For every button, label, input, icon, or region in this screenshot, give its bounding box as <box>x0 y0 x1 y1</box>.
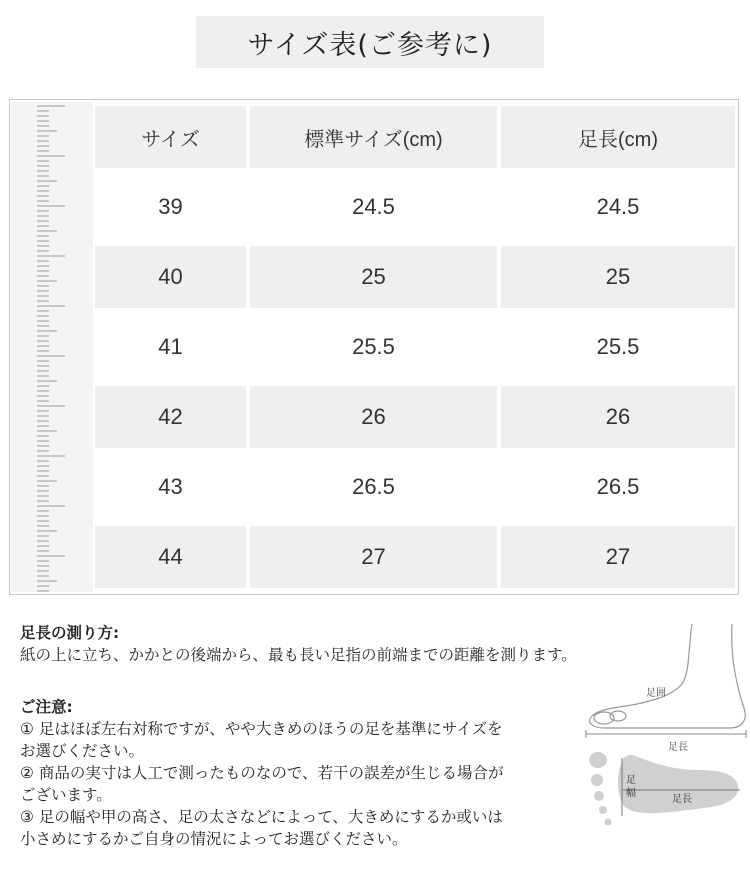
notes-section <box>20 696 504 850</box>
size-table <box>9 99 739 595</box>
table-cell: 26.5 <box>596 474 640 499</box>
table-cell: 40 <box>95 246 246 308</box>
measure-text: 紙の上に立ち、かかとの後端から、最も長い足指の前端までの距離を測ります。 <box>20 646 577 664</box>
table-cell: 39 <box>158 194 183 219</box>
page-title: サイズ表(ご参考に) <box>196 16 544 68</box>
foot-girth-label: 足囲 <box>646 688 666 699</box>
foot-sole-icon <box>589 752 740 826</box>
note-line-6: 小さめにするかご自身の情況によってお選びください。 <box>20 830 408 848</box>
table-cell: 25.5 <box>596 334 640 359</box>
foot-diagram <box>580 620 750 830</box>
note-line-1: ① 足はほぼ左右対称ですが、やや大きめのほうの足を基準にサイズを <box>20 720 503 738</box>
note-line-2: お選びください。 <box>20 742 145 760</box>
table-cell: 26.5 <box>352 474 395 499</box>
table-cell: 43 <box>158 474 183 499</box>
notes-heading: ご注意: <box>20 698 73 716</box>
table-cell: 27 <box>250 526 497 588</box>
table-header-cell: サイズ <box>95 106 246 168</box>
foot-side-icon <box>590 624 746 728</box>
foot-width-label-1: 足 <box>626 775 636 786</box>
table-cell: 24.5 <box>596 194 640 219</box>
table-cell: 26 <box>501 386 735 448</box>
foot-width-label-2: 幅 <box>626 788 636 799</box>
table-cell: 42 <box>95 386 246 448</box>
table-cell: 25 <box>250 246 497 308</box>
table-cell: 44 <box>95 526 246 588</box>
note-line-3: ② 商品の実寸は人工で測ったものなので、若干の誤差が生じる場合が <box>20 764 504 782</box>
table-cell: 24.5 <box>352 194 395 219</box>
note-line-5: ③ 足の幅や甲の高さ、足の太さなどによって、大きめにするか或いは <box>20 808 503 826</box>
table-cell: 41 <box>158 334 183 359</box>
foot-length-sole-label: 足長 <box>672 794 692 805</box>
table-cell: 27 <box>501 526 735 588</box>
measure-heading: 足長の測り方: <box>20 624 120 642</box>
table-header-cell: 足長(cm) <box>501 106 735 168</box>
table-cell: 25 <box>501 246 735 308</box>
table-cell: 26 <box>250 386 497 448</box>
note-line-4: ございます。 <box>20 786 112 804</box>
measure-section <box>20 622 577 666</box>
table-header-cell: 標準サイズ(cm) <box>250 106 497 168</box>
ruler-icon <box>11 102 93 592</box>
table-cell: 25.5 <box>352 334 395 359</box>
foot-length-side-label: 足長 <box>668 742 688 753</box>
